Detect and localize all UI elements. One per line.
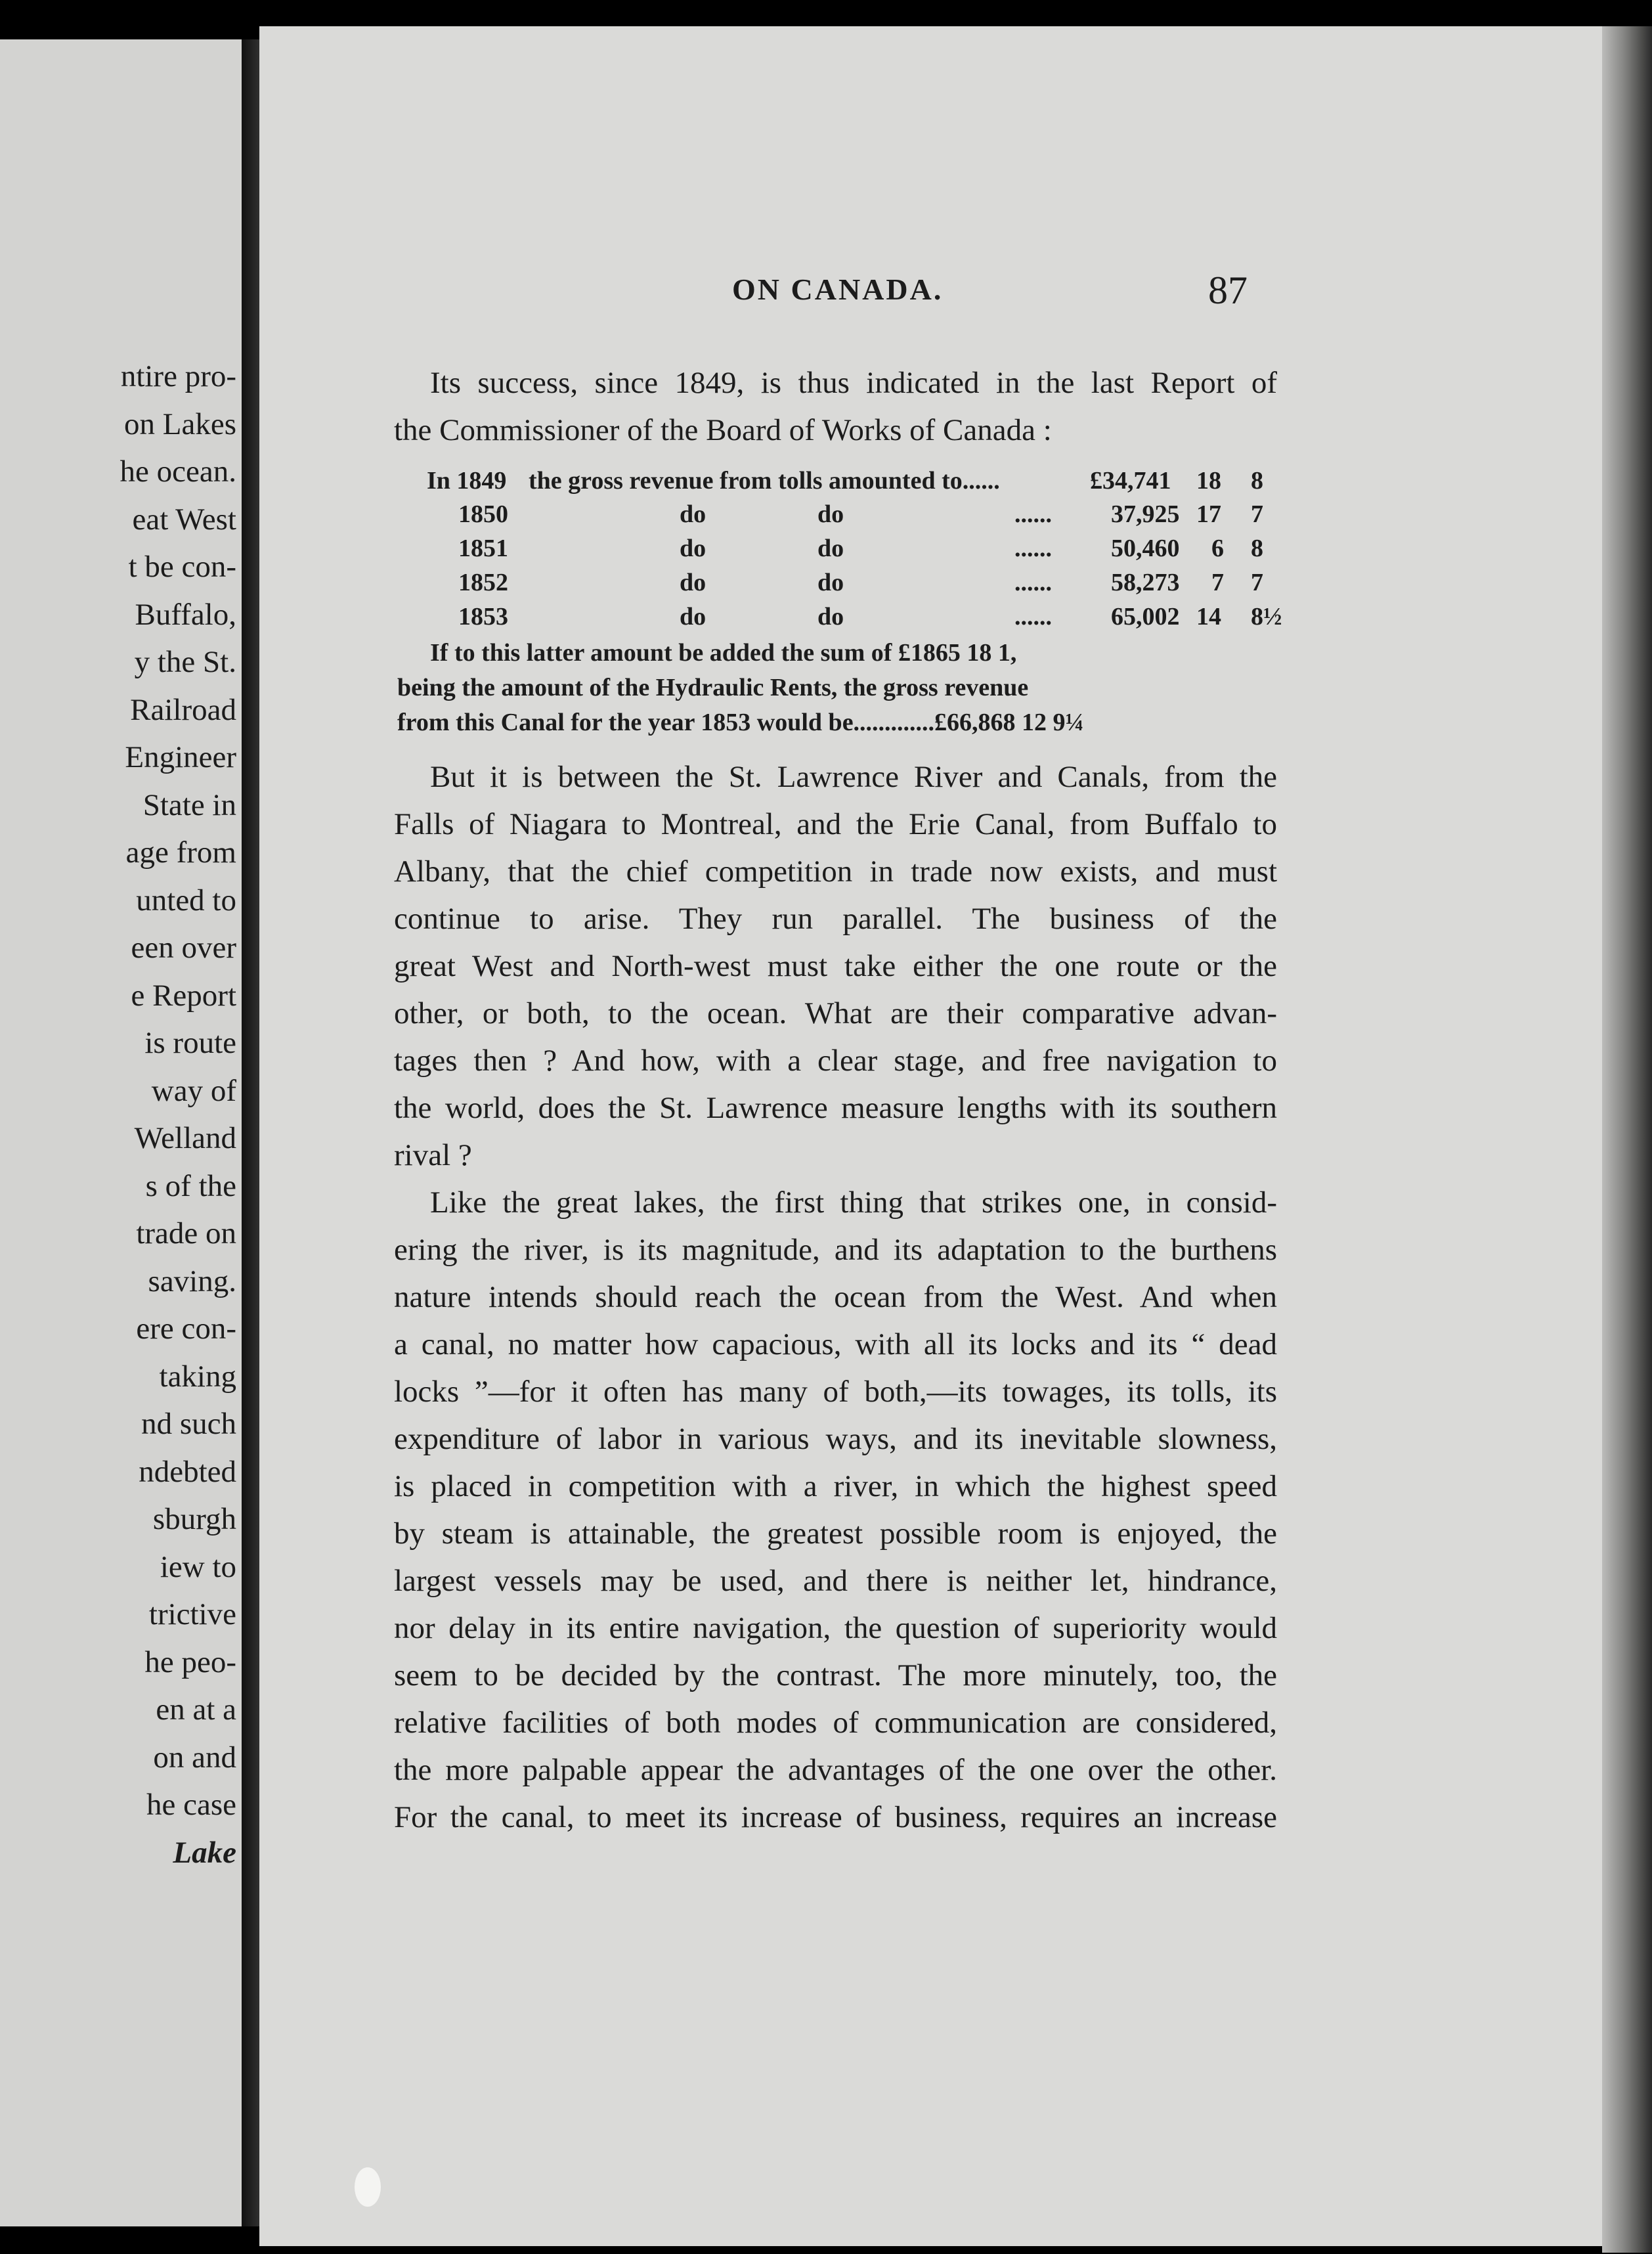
body-line: great West and North-west must take either the one route or the <box>394 949 1277 983</box>
row-ditto: do <box>817 603 844 630</box>
row-leader-dots: ...... <box>1014 603 1052 630</box>
left-page-line: ntire pro- <box>120 359 236 393</box>
left-page-line: Lake <box>173 1836 236 1870</box>
table-note-line: If to this latter amount be added the sum of £1865 18 1, <box>430 639 1017 667</box>
row-pence: 8 <box>1251 467 1263 495</box>
body-line: nor delay in its entire navigation, the question of superiority would <box>394 1611 1277 1645</box>
body-line: nature intends should reach the ocean from the West. And when <box>394 1280 1277 1314</box>
row-pence: 7 <box>1251 569 1263 596</box>
left-page-line: t be con- <box>128 550 236 584</box>
left-page-line: Engineer <box>125 740 236 774</box>
body-line: a canal, no matter how capacious, with all its locks and its “ dead <box>394 1327 1277 1361</box>
body-line: other, or both, to the ocean. What are their comparative advan- <box>394 996 1277 1030</box>
body-line: tages then ? And how, with a clear stage, and free navigation to <box>394 1044 1277 1078</box>
left-page-line: saving. <box>148 1264 236 1298</box>
body-line: relative facilities of both modes of communication are considered, <box>394 1706 1277 1740</box>
row-amount: 50,460 <box>1111 535 1180 562</box>
row-shillings: 6 <box>1211 535 1224 562</box>
row-amount: 65,002 <box>1111 603 1180 630</box>
left-page-line: e Report <box>131 979 236 1013</box>
left-page-line: he case <box>146 1788 236 1822</box>
row-amount: £34,741 <box>1090 467 1171 495</box>
body-line: largest vessels may be used, and there is neither let, hindrance, <box>394 1564 1277 1598</box>
left-page-line: ere con- <box>136 1312 236 1346</box>
row-ditto: do <box>680 535 706 562</box>
row-leader-dots: ...... <box>1014 569 1052 596</box>
right-page <box>259 26 1609 2246</box>
left-page-line: trade on <box>136 1216 236 1250</box>
left-page-line: way of <box>151 1074 236 1108</box>
left-page-line: Welland <box>134 1121 236 1155</box>
left-page-line: on and <box>153 1740 236 1775</box>
left-page-line: he ocean. <box>120 454 236 489</box>
left-page-line: nd such <box>141 1407 236 1441</box>
left-page-line: on Lakes <box>124 407 236 441</box>
left-page-line: Railroad <box>130 693 236 727</box>
body-line: But it is between the St. Lawrence River and Canals, from the <box>430 760 1277 794</box>
left-page-line: is route <box>144 1026 236 1060</box>
body-line: expenditure of labor in various ways, and its inevitable slowness, <box>394 1422 1277 1456</box>
body-line: the world, does the St. Lawrence measure lengths with its southern <box>394 1091 1277 1125</box>
body-line: Falls of Niagara to Montreal, and the Erie Canal, from Buffalo to <box>394 807 1277 841</box>
row-year: 1853 <box>458 603 508 630</box>
left-page-line: he peo- <box>144 1645 236 1679</box>
row-shillings: 7 <box>1211 569 1224 596</box>
row-amount: 37,925 <box>1111 500 1180 528</box>
row-year: In 1849 <box>427 467 507 495</box>
left-page-line: trictive <box>148 1597 236 1631</box>
row-ditto: do <box>680 569 706 596</box>
left-page-line: eat West <box>132 502 236 537</box>
left-page-line: taking <box>159 1359 236 1394</box>
page-number: 87 <box>1208 269 1248 312</box>
body-line: seem to be decided by the contrast. The more minutely, too, the <box>394 1658 1277 1692</box>
intro-line: Its success, since 1849, is thus indicated in the last Report of <box>430 366 1277 400</box>
body-line: Albany, that the chief competition in trade now exists, and must <box>394 854 1277 889</box>
row-shillings: 18 <box>1196 467 1221 495</box>
book-gutter <box>242 39 261 2226</box>
body-line: by steam is attainable, the greatest possible room is enjoyed, the <box>394 1516 1277 1551</box>
left-page-line: sburgh <box>152 1502 236 1536</box>
row-pence: 7 <box>1251 500 1263 528</box>
row-shillings: 17 <box>1196 500 1221 528</box>
left-page-line: iew to <box>160 1550 236 1584</box>
body-line: Like the great lakes, the first thing that strikes one, in consid- <box>430 1185 1277 1220</box>
left-page-line: State in <box>142 788 236 822</box>
body-line: is placed in competition with a river, in which the highest speed <box>394 1469 1277 1503</box>
left-page-line: een over <box>131 931 236 965</box>
left-page-line: y the St. <box>134 645 236 679</box>
left-page-line: en at a <box>156 1692 236 1727</box>
running-head: ON CANADA. <box>732 273 944 306</box>
row-year: 1850 <box>458 500 508 528</box>
left-page-line: age from <box>125 835 236 870</box>
row-leader-dots: ...... <box>1014 535 1052 562</box>
row-leader-dots: ...... <box>1014 500 1052 528</box>
row-ditto: do <box>817 535 844 562</box>
table-note-line: from this Canal for the year 1853 would be.............£66,868 12 9¼ <box>397 709 1085 736</box>
body-line: ering the river, is its magnitude, and its adaptation to the burthens <box>394 1233 1277 1267</box>
row-ditto: do <box>680 500 706 528</box>
body-line: rival ? <box>394 1138 472 1172</box>
left-facing-page <box>0 39 242 2226</box>
body-line: For the canal, to meet its increase of business, requires an increase <box>394 1800 1277 1834</box>
row-amount: 58,273 <box>1111 569 1180 596</box>
row-description: the gross revenue from tolls amounted to...... <box>529 467 1000 495</box>
left-page-line: ndebted <box>139 1455 236 1489</box>
row-shillings: 14 <box>1196 603 1221 630</box>
row-ditto: do <box>817 569 844 596</box>
body-line: the more palpable appear the advantages of the one over the other. <box>394 1753 1277 1787</box>
body-line: locks ”—for it often has many of both,—its towages, its tolls, its <box>394 1375 1277 1409</box>
left-page-line: Buffalo, <box>135 598 236 632</box>
row-pence: 8 <box>1251 535 1263 562</box>
page-edge-stack <box>1602 26 1652 2253</box>
left-page-line: s of the <box>145 1169 236 1203</box>
row-pence: 8½ <box>1251 603 1282 630</box>
row-ditto: do <box>680 603 706 630</box>
body-line: continue to arise. They run parallel. The business of the <box>394 902 1277 936</box>
table-note-line: being the amount of the Hydraulic Rents, the gross revenue <box>397 674 1029 701</box>
row-year: 1851 <box>458 535 508 562</box>
paper-speck <box>355 2167 381 2207</box>
row-ditto: do <box>817 500 844 528</box>
intro-line: the Commissioner of the Board of Works of Canada : <box>394 413 1052 447</box>
left-page-line: unted to <box>136 883 236 917</box>
row-year: 1852 <box>458 569 508 596</box>
